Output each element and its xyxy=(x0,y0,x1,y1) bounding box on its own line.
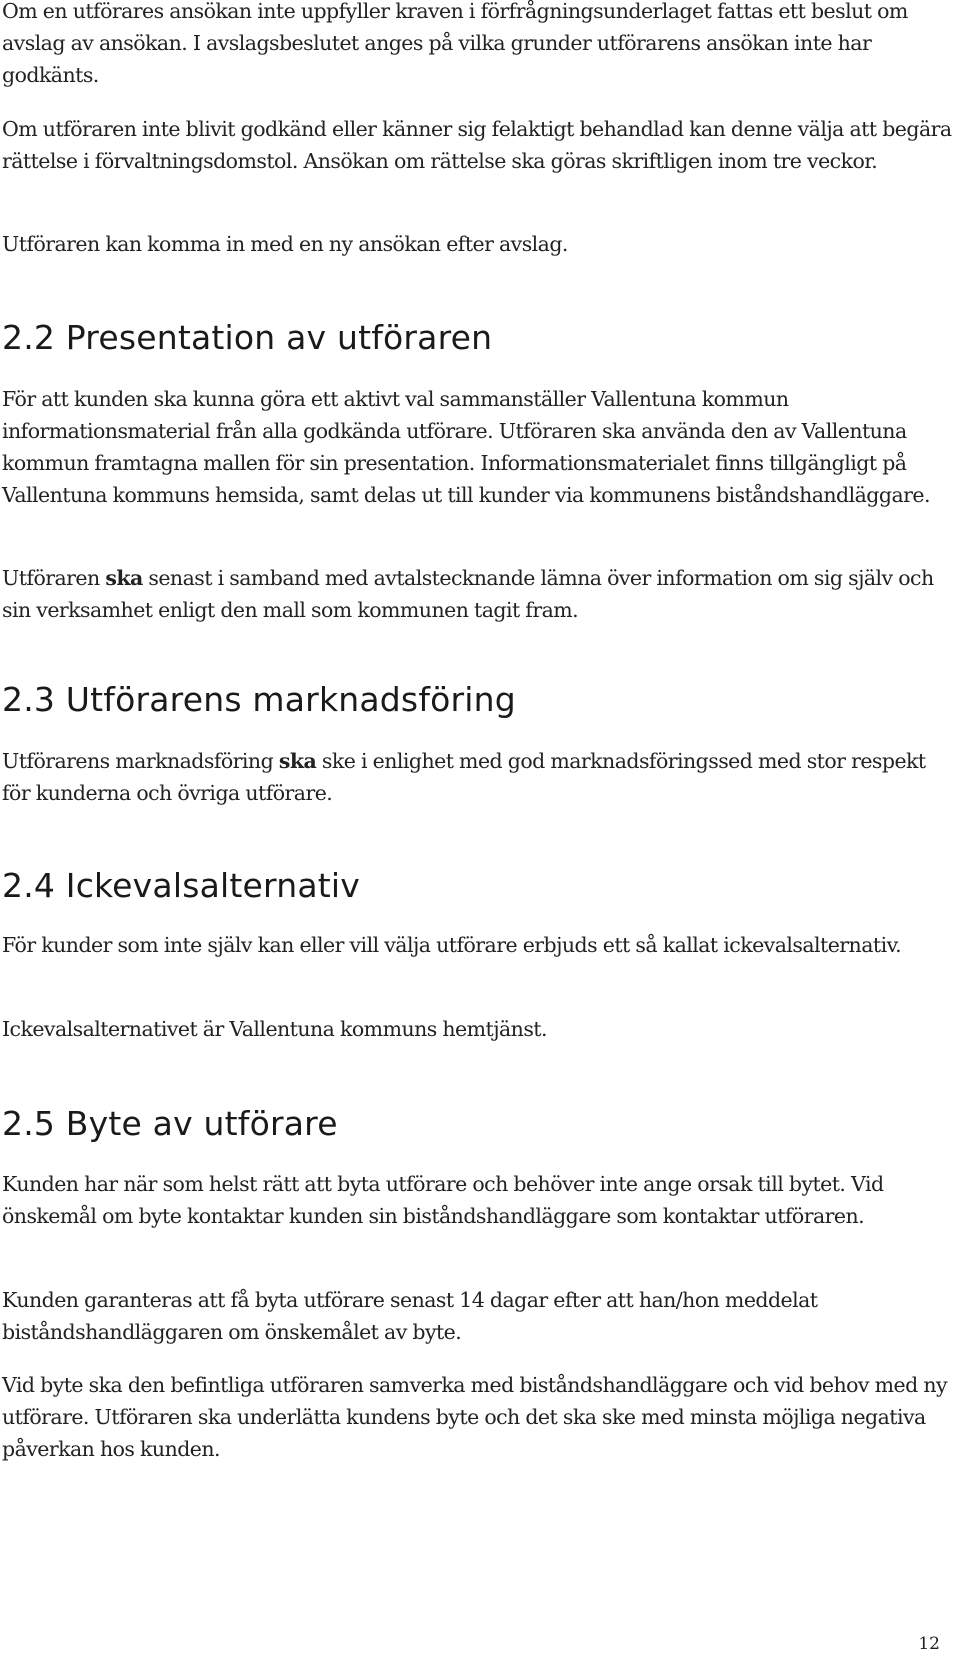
paragraph-marknadsforing: Utförarens marknadsföring ska ske i enlighet med god marknadsföringssed med stor respekt för kunderna och övriga utförare. xyxy=(2,749,926,805)
paragraph-hemtjanst: Ickevalsalternativet är Vallentuna kommuns hemtjänst. xyxy=(2,1017,547,1041)
paragraph-byte-ratt: Kunden har när som helst rätt att byta utförare och behöver inte ange orsak till bytet. Vid önskemål om byte kontaktar kunden sin biståndshandläggare som kontaktar utföraren. xyxy=(2,1172,884,1228)
paragraph-ickeval: För kunder som inte själv kan eller vill välja utförare erbjuds ett så kallat ickevalsalternativ. xyxy=(2,933,902,957)
heading-2-2: 2.2 Presentation av utföraren xyxy=(2,318,493,357)
paragraph-garanti: Kunden garanteras att få byta utförare senast 14 dagar efter att han/hon meddelat biståndshandläggaren om önskemålet av byte. xyxy=(2,1288,818,1344)
emphasis-ska: ska xyxy=(105,566,143,590)
page-number: 12 xyxy=(918,1634,940,1654)
paragraph-samverka: Vid byte ska den befintliga utföraren samverka med biståndshandläggare och vid behov med ny utförare. Utföraren ska underlätta kundens byte och det ska ske med minsta möjliga negativa påverkan hos kunden. xyxy=(2,1373,948,1461)
paragraph-presentation: För att kunden ska kunna göra ett aktivt val sammanställer Vallentuna kommun informationsmaterial från alla godkända utförare. Utföraren ska använda den av Vallentuna kommun framtagna mallen för sin presentation. Informationsmaterialet finns tillgängligt på Vallentuna kommuns hemsida, samt delas ut till kunder via kommunens biståndshandläggare. xyxy=(2,387,930,507)
paragraph-mall: Utföraren ska senast i samband med avtalstecknande lämna över information om sig själv och sin verksamhet enligt den mall som kommunen tagit fram. xyxy=(2,566,934,622)
paragraph-rattelse: Om utföraren inte blivit godkänd eller känner sig felaktigt behandlad kan denne välja att begära rättelse i förvaltningsdomstol. Ansökan om rättelse ska göras skriftligen inom tre veckor. xyxy=(2,117,952,173)
paragraph-avslag: Om en utförares ansökan inte uppfyller kraven i förfrågningsunderlaget fattas ett beslut om avslag av ansökan. I avslagsbeslutet anges på vilka grunder utförarens ansökan inte har godkänts. xyxy=(2,0,908,87)
heading-2-4: 2.4 Ickevalsalternativ xyxy=(2,866,360,905)
emphasis-ska: ska xyxy=(278,749,317,773)
heading-2-3: 2.3 Utförarens marknadsföring xyxy=(2,680,516,719)
heading-2-5: 2.5 Byte av utförare xyxy=(2,1104,338,1143)
paragraph-ny-ansokan: Utföraren kan komma in med en ny ansökan efter avslag. xyxy=(2,232,568,256)
